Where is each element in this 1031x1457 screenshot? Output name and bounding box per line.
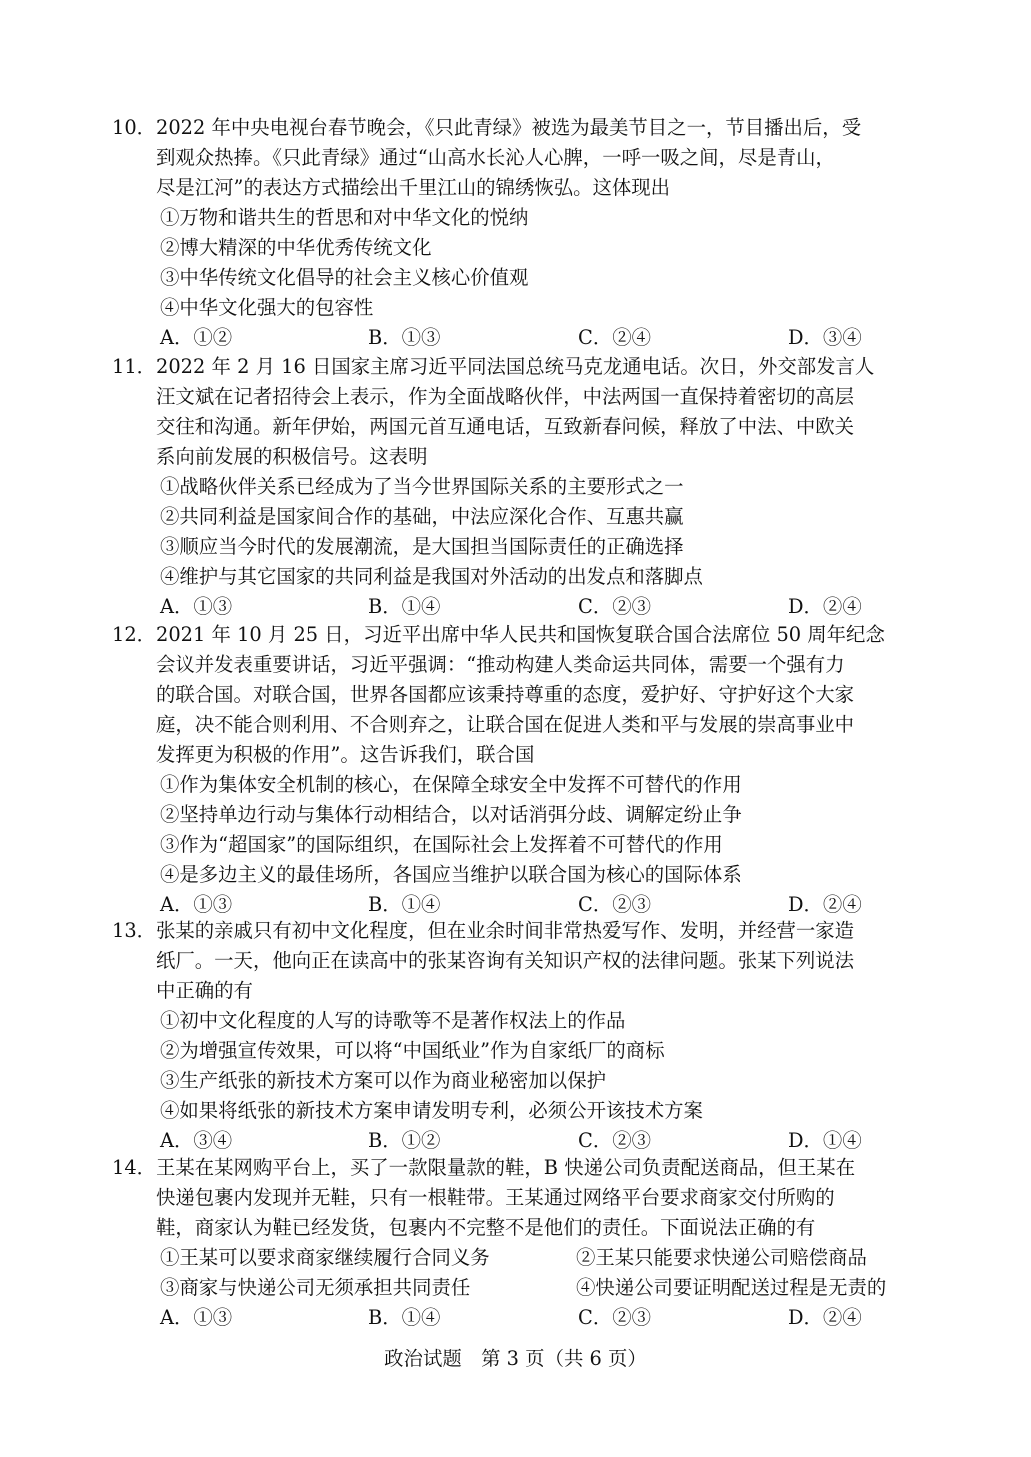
option-statement: ②为增强宣传效果，可以将“中国纸业”作为自家纸厂的商标 [160, 1039, 665, 1062]
question-stem-text: 会议并发表重要讲话，习近平强调：“推动构建人类命运共同体，需要一个强有力 [156, 653, 845, 676]
question-stem-text: 交往和沟通。新年伊始，两国元首互通电话，互致新春问候，释放了中法、中欧关 [156, 415, 855, 438]
question-number: 12． [112, 623, 157, 646]
option-statement: ③顺应当今时代的发展潮流，是大国担当国际责任的正确选择 [160, 535, 684, 558]
answer-choice-a: A．①② [160, 326, 233, 349]
question-number: 11． [112, 355, 157, 378]
question-stem-line [112, 173, 922, 203]
option-line [112, 860, 922, 890]
option-statement: ④是多边主义的最佳场所，各国应当维护以联合国为核心的国际体系 [160, 863, 742, 886]
question-stem-line [112, 916, 922, 946]
question-number: 13． [112, 919, 157, 942]
question-number: 10． [112, 116, 157, 139]
option-statement: ③作为“超国家”的国际组织，在国际社会上发挥着不可替代的作用 [160, 833, 723, 856]
option-statement: ④如果将纸张的新技术方案申请发明专利，必须公开该技术方案 [160, 1099, 703, 1122]
option-line [112, 830, 922, 860]
option-line [112, 233, 922, 263]
option-line [112, 502, 922, 532]
option-statement: ①王某可以要求商家继续履行合同义务 [160, 1246, 490, 1269]
question-stem-text: 张某的亲戚只有初中文化程度，但在业余时间非常热爱写作、发明，并经营一家造 [156, 919, 855, 942]
answer-choice-d: D．①④ [788, 1129, 862, 1152]
question-stem-text: 2021 年 10 月 25 日，习近平出席中华人民共和国恢复联合国合法席位 50 周年纪念 [156, 623, 885, 646]
option-line [112, 263, 922, 293]
answer-choice-d: D．③④ [788, 326, 862, 349]
answer-choice-a: A．③④ [160, 1129, 233, 1152]
question-stem-line [112, 1153, 922, 1183]
option-line [112, 1243, 922, 1273]
answer-choice-d: D．②④ [788, 893, 862, 916]
option-statement: ④快递公司要证明配送过程是无责的 [576, 1276, 887, 1299]
option-line [112, 1273, 922, 1303]
question-stem-line [112, 113, 922, 143]
question-stem-line [112, 412, 922, 442]
option-line [112, 1036, 922, 1066]
question-stem-text: 2022 年 2 月 16 日国家主席习近平同法国总统马克龙通电话。次日，外交部发言人 [156, 355, 875, 378]
question-stem-text: 的联合国。对联合国，世界各国都应该秉持尊重的态度，爱护好、守护好这个大家 [156, 683, 855, 706]
page-footer: 政治试题 第 3 页（共 6 页） [384, 1347, 647, 1370]
question-stem-text: 2022 年中央电视台春节晚会，《只此青绿》被选为最美节目之一，节目播出后，受 [156, 116, 862, 139]
answer-choice-c: C．②④ [578, 326, 652, 349]
option-line [112, 562, 922, 592]
option-line [112, 1006, 922, 1036]
answer-choice-b: B．①④ [368, 1306, 441, 1329]
answer-choice-b: B．①④ [368, 595, 441, 618]
question-stem-line [112, 620, 922, 650]
option-statement: ③商家与快递公司无须承担共同责任 [160, 1276, 471, 1299]
question-13 [112, 916, 922, 1156]
option-statement: ②王某只能要求快递公司赔偿商品 [576, 1246, 867, 1269]
answer-choice-a: A．①③ [160, 1306, 233, 1329]
question-number: 14． [112, 1156, 157, 1179]
option-statement: ②共同利益是国家间合作的基础，中法应深化合作、互惠共赢 [160, 505, 684, 528]
question-stem-line [112, 650, 922, 680]
question-stem-text: 尽是江河”的表达方式描绘出千里江山的锦绣恢弘。这体现出 [156, 176, 671, 199]
option-statement: ③中华传统文化倡导的社会主义核心价值观 [160, 266, 529, 289]
option-line [112, 532, 922, 562]
answer-choice-a: A．①③ [160, 893, 233, 916]
option-line [112, 770, 922, 800]
question-stem-line [112, 740, 922, 770]
option-statement: ①战略伙伴关系已经成为了当今世界国际关系的主要形式之一 [160, 475, 684, 498]
question-12 [112, 620, 922, 920]
option-line [112, 293, 922, 323]
answer-choice-b: B．①③ [368, 326, 441, 349]
answer-choice-b: B．①④ [368, 893, 441, 916]
question-stem-line [112, 143, 922, 173]
option-statement: ①作为集体安全机制的核心，在保障全球安全中发挥不可替代的作用 [160, 773, 742, 796]
answer-choice-c: C．②③ [578, 595, 652, 618]
question-stem-line [112, 710, 922, 740]
question-stem-text: 到观众热捧。《只此青绿》通过“山高水长沁人心脾，一呼一吸之间，尽是青山， [156, 146, 835, 169]
answer-choice-c: C．②③ [578, 893, 652, 916]
question-stem-text: 系向前发展的积极信号。这表明 [156, 445, 428, 468]
option-line [112, 1096, 922, 1126]
option-statement: ④中华文化强大的包容性 [160, 296, 374, 319]
answer-choice-b: B．①② [368, 1129, 441, 1152]
question-stem-text: 鞋，商家认为鞋已经发货，包裹内不完整不是他们的责任。下面说法正确的有 [156, 1216, 816, 1239]
question-14 [112, 1153, 922, 1333]
question-stem-text: 汪文斌在记者招待会上表示，作为全面战略伙伴，中法两国一直保持着密切的高层 [156, 385, 855, 408]
option-statement: ②坚持单边行动与集体行动相结合，以对话消弭分歧、调解定纷止争 [160, 803, 742, 826]
answer-choice-a: A．①③ [160, 595, 233, 618]
option-line [112, 1066, 922, 1096]
option-statement: ①万物和谐共生的哲思和对中华文化的悦纳 [160, 206, 529, 229]
answer-choices [112, 592, 922, 622]
answer-choices [112, 1126, 922, 1156]
question-stem-line [112, 946, 922, 976]
question-stem-text: 发挥更为积极的作用”。这告诉我们，联合国 [156, 743, 535, 766]
question-stem-line [112, 1183, 922, 1213]
option-line [112, 203, 922, 233]
option-statement: ④维护与其它国家的共同利益是我国对外活动的出发点和落脚点 [160, 565, 703, 588]
question-stem-line [112, 442, 922, 472]
question-stem-text: 庭，决不能合则利用、不合则弃之，让联合国在促进人类和平与发展的崇高事业中 [156, 713, 855, 736]
option-statement: ③生产纸张的新技术方案可以作为商业秘密加以保护 [160, 1069, 606, 1092]
question-10 [112, 113, 922, 353]
option-line [112, 800, 922, 830]
answer-choice-c: C．②③ [578, 1306, 652, 1329]
option-statement: ①初中文化程度的人写的诗歌等不是著作权法上的作品 [160, 1009, 626, 1032]
answer-choice-c: C．②③ [578, 1129, 652, 1152]
answer-choice-d: D．②④ [788, 595, 862, 618]
question-stem-line [112, 352, 922, 382]
answer-choices [112, 323, 922, 353]
question-stem-text: 快递包裹内发现并无鞋，只有一根鞋带。王某通过网络平台要求商家交付所购的 [156, 1186, 835, 1209]
question-stem-line [112, 382, 922, 412]
question-stem-text: 中正确的有 [156, 979, 253, 1002]
question-stem-line [112, 680, 922, 710]
question-stem-text: 王某在某网购平台上，买了一款限量款的鞋，B 快递公司负责配送商品，但王某在 [156, 1156, 856, 1179]
question-stem-text: 纸厂。一天，他向正在读高中的张某咨询有关知识产权的法律问题。张某下列说法 [156, 949, 855, 972]
question-11 [112, 352, 922, 622]
question-stem-line [112, 976, 922, 1006]
option-statement: ②博大精深的中华优秀传统文化 [160, 236, 432, 259]
answer-choices [112, 1303, 922, 1333]
question-stem-line [112, 1213, 922, 1243]
option-line [112, 472, 922, 502]
answer-choice-d: D．②④ [788, 1306, 862, 1329]
